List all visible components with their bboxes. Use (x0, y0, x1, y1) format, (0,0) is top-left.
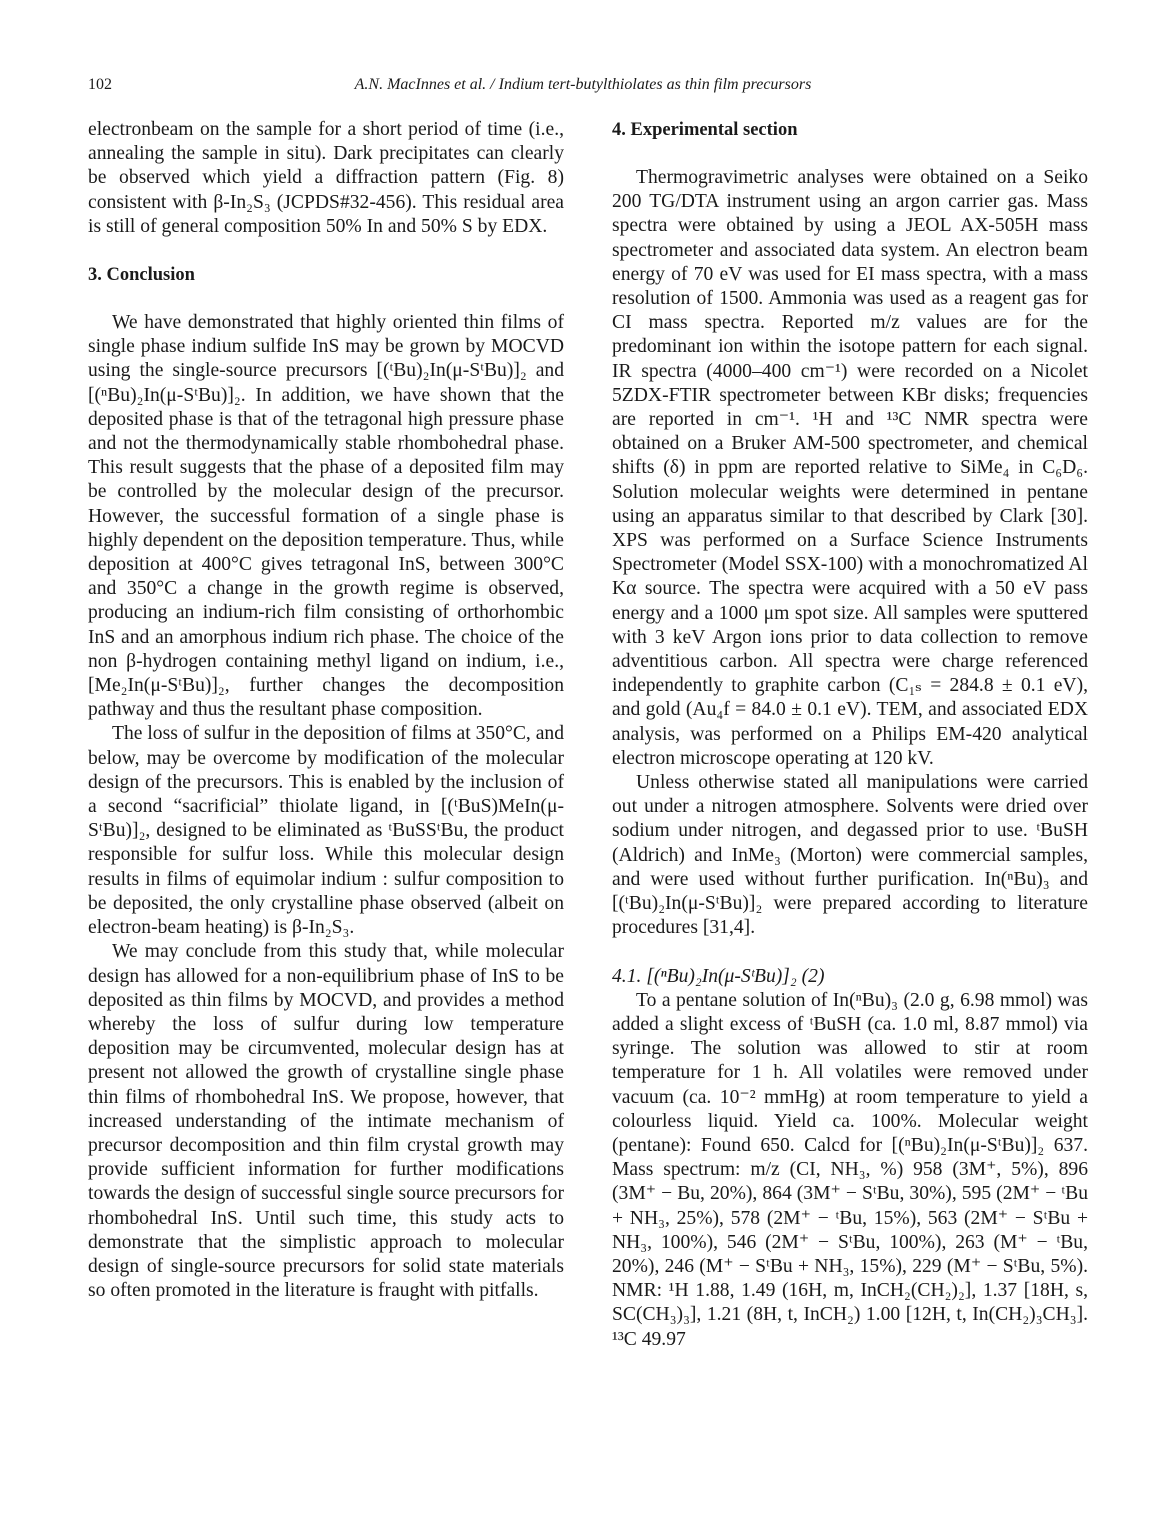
subsection-heading-4-1: 4.1. [(ⁿBu)₂In(μ-SᵗBu)]₂ (2) (612, 965, 825, 987)
right-column (612, 118, 1088, 1352)
paragraph: To a pentane solution of In(ⁿBu)₃ (2.0 g, 6.98 mmol) was added a slight excess of ᵗBuSH (ca. 1.0 ml, 8.87 mmol) via syringe. The solution was allowed to stir at room temperature for 1 h. All volatiles were removed under vacuum (ca. 10⁻² mmHg) at room temperature to yield a colourless liquid. Yield ca. 100%. Molecular weight (pentane): Found 650. Calcd for [(ⁿBu)₂In(μ-SᵗBu)]₂ 637. Mass spectrum: m/z (CI, NH₃, %) 958 (3M⁺, 5%), 896 (3M⁺ − Bu, 20%), 864 (3M⁺ − SᵗBu, 30%), 595 (2M⁺ − ᵗBu + NH₃, 25%), 578 (2M⁺ − ᵗBu, 15%), 563 (2M⁺ − SᵗBu + NH₃, 100%), 546 (2M⁺ − SᵗBu, 100%), 263 (M⁺ − ᵗBu, 20%), 246 (M⁺ − SᵗBu + NH₃, 15%), 229 (M⁺ − SᵗBu, 5%). NMR: ¹H 1.88, 1.49 (16H, m, InCH₂(CH₂)₂], 1.37 [18H, s, SC(CH₃)₃], 1.21 (8H, t, InCH₂) 1.00 [12H, t, In(CH₂)₃CH₃]. ¹³C 49.97 (612, 989, 1088, 1350)
paragraph: We have demonstrated that highly oriented thin films of single phase indium sulfide InS may be grown by MOCVD using the single-source precursors [(ᵗBu)₂In(μ-SᵗBu)]₂ and [(ⁿBu)₂In(μ-SᵗBu)]₂. In addition, we have shown that the deposited phase is that of the tetragonal high pressure phase and not the thermodynamically stable rhombohedral phase. This result suggests that the phase of a deposited film may be controlled by the molecular design of the precursor. However, the successful formation of a single phase is highly dependent on the deposition temperature. Thus, while deposition at 400°C gives tetragonal InS, between 300°C and 350°C a change in the growth regime is observed, producing an indium-rich film consisting of orthorhombic InS and an amorphous indium rich phase. The choice of the non β-hydrogen containing methyl ligand on indium, i.e., [Me₂In(μ-SᵗBu)]₂, further changes the decomposition pathway and thus the resultant phase composition. (88, 312, 564, 721)
section-heading-conclusion: 3. Conclusion (88, 265, 195, 286)
page-header (88, 76, 1078, 102)
paragraph: electronbeam on the sample for a short period of time (i.e., annealing the sample in situ). Dark precipitates can clearly be observed which yield a diffraction pattern (Fig. 8) consistent with β-In₂S₃ (JCPDS#32-456). This residual area is still of general composition 50% In and 50% S by EDX. (88, 119, 564, 237)
left-column (88, 118, 564, 1303)
paragraph: We may conclude from this study that, while molecular design has allowed for a non-equilibrium phase of InS to be deposited as thin films by MOCVD, and provides a method whereby the loss of sulfur during low temperature deposition may be circumvented, molecular design has at present not allowed the growth of crystalline single phase thin films of rhombohedral InS. We propose, however, that increased understanding of the intimate mechanism of precursor decomposition and thin film crystal growth may provide sufficient information for further modifications towards the design of successful single source precursors for rhombohedral InS. Until such time, this study acts to demonstrate that the simplistic approach to molecular design of single-source precursors for solid state materials so often promoted in the literature is fraught with pitfalls. (88, 941, 564, 1302)
section-heading-experimental: 4. Experimental section (612, 120, 798, 140)
running-title: A.N. MacInnes et al. / Indium tert-butylthiolates as thin film precursors (354, 76, 812, 93)
page-number: 102 (88, 76, 112, 93)
paragraph: The loss of sulfur in the deposition of films at 350°C, and below, may be overcome by modification of the molecular design of the precursors. This is enabled by the inclusion of a second “sacrificial” thiolate ligand, in [(ᵗBuS)MeIn(μ-SᵗBu)]₂, designed to be eliminated as ᵗBuSSᵗBu, the product responsible for sulfur loss. While this molecular design results in films of equimolar indium : sulfur composition to be deposited, the only crystalline phase observed (albeit on electron-beam heating) is β-In₂S₃. (88, 723, 564, 939)
paragraph: Unless otherwise stated all manipulations were carried out under a nitrogen atmosphere. Solvents were dried over sodium under nitrogen, and degassed prior to use. ᵗBuSH (Aldrich) and InMe₃ (Morton) were commercial samples, and were used without further purification. In(ⁿBu)₃ and [(ᵗBu)₂In(μ-SᵗBu)]₂ were prepared according to literature procedures [31,4]. (612, 772, 1088, 939)
paragraph: Thermogravimetric analyses were obtained on a Seiko 200 TG/DTA instrument using an argon carrier gas. Mass spectra were obtained by using a JEOL AX-505H mass spectrometer and associated data system. An electron beam energy of 70 eV was used for EI mass spectra, with a mass resolution of 1500. Ammonia was used as a reagent gas for CI mass spectra. Reported m/z values are for the predominant ion within the isotope pattern for each signal. IR spectra (4000–400 cm⁻¹) were recorded on a Nicolet 5ZDX-FTIR spectrometer between KBr disks; frequencies are reported in cm⁻¹. ¹H and ¹³C NMR spectra were obtained on a Bruker AM-500 spectrometer, and chemical shifts (δ) in ppm are reported relative to SiMe₄ in C₆D₆. Solution molecular weights were determined in pentane using an apparatus similar to that described by Clark [30]. XPS was performed on a Surface Science Instruments Spectrometer (Model SSX-100) with a monochromatized Al Kα source. The spectra were acquired with a 50 eV pass energy and a 1000 μm spot size. All samples were sputtered with 3 keV Argon ions prior to data collection to remove adventitious carbon. All spectra were charge referenced independently to graphite carbon (C₁ₛ = 284.8 ± 0.1 eV), and gold (Au₄f = 84.0 ± 0.1 eV). TEM, and associated EDX analysis, was performed on a Philips EM-420 analytical electron microscope operating at 120 kV. (612, 167, 1088, 769)
